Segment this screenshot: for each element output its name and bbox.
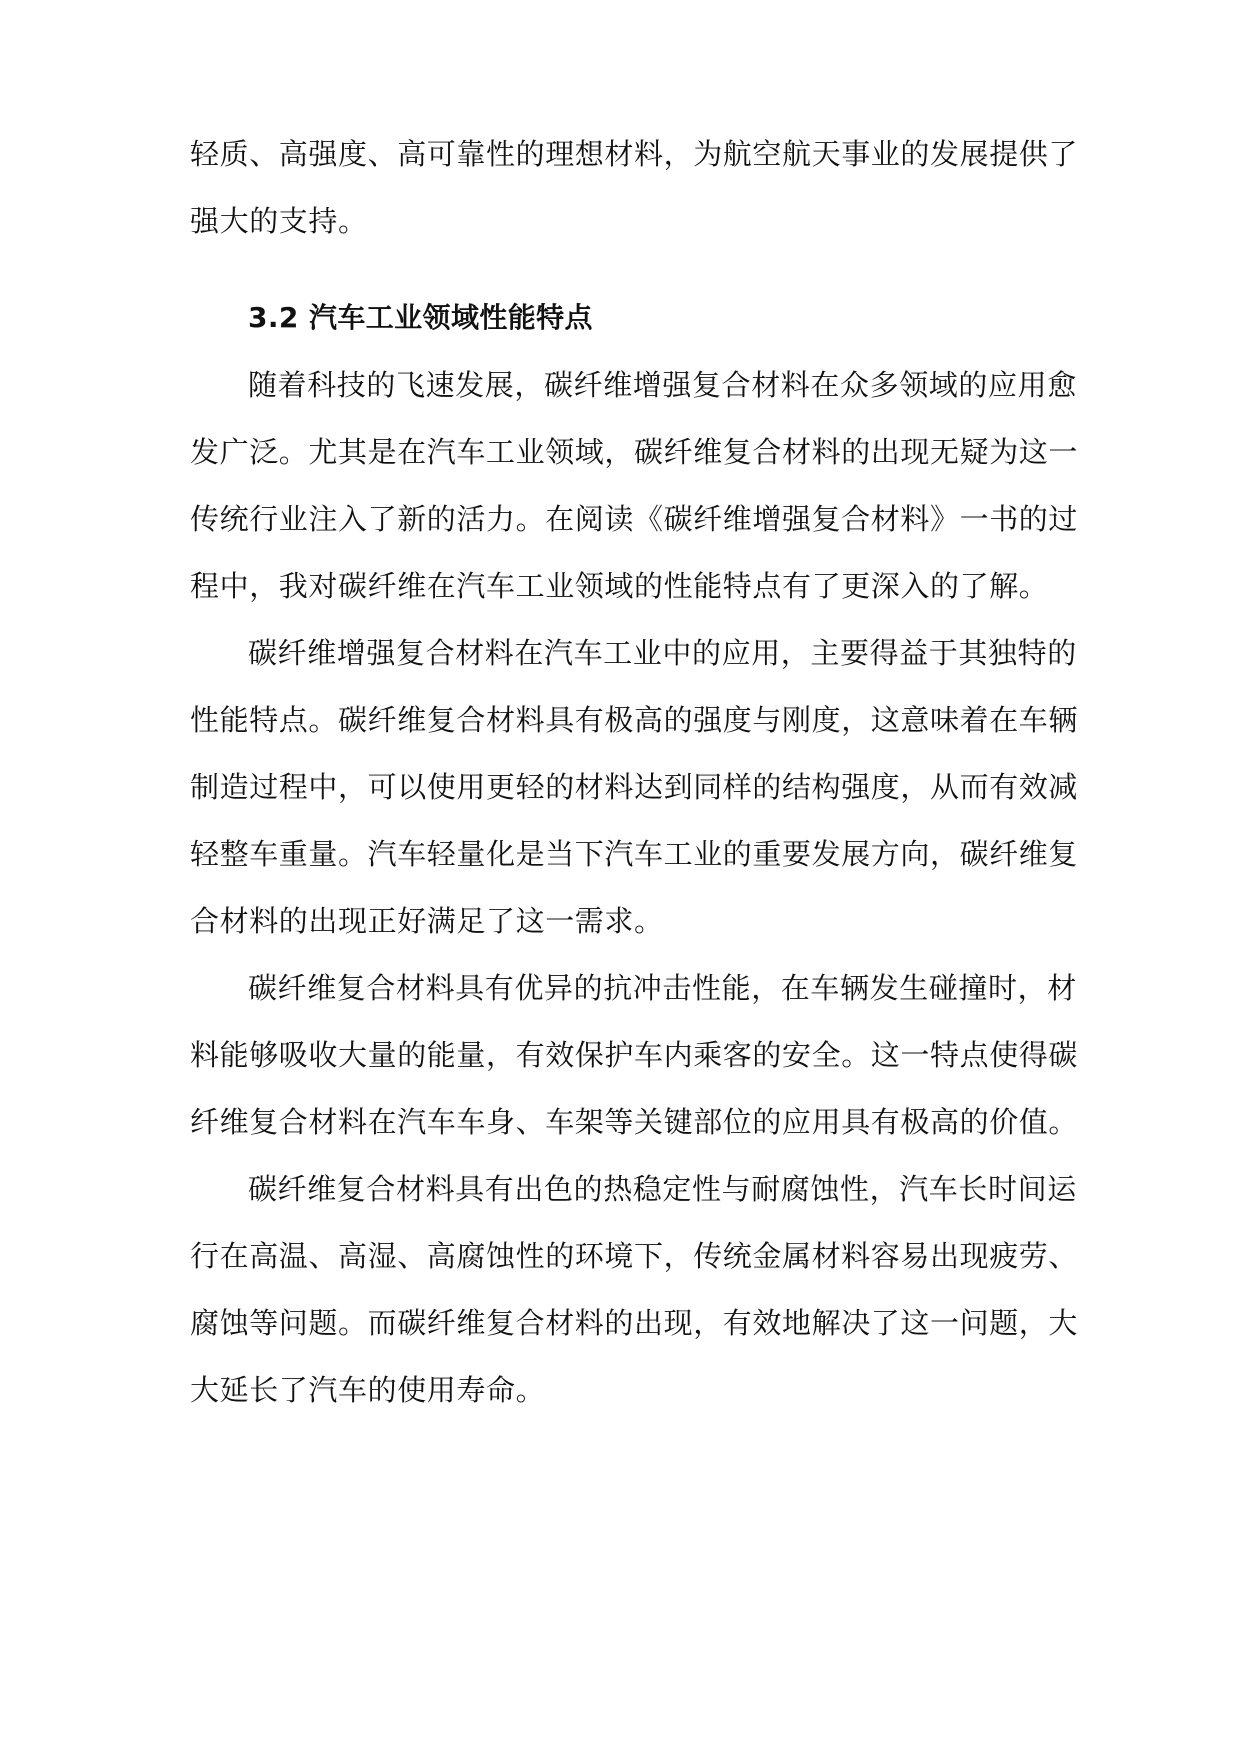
paragraph-line: 腐蚀等问题。而碳纤维复合材料的出现，有效地解决了这一问题，大 [190, 1306, 1079, 1340]
body-text-line: 轻质、高强度、高可靠性的理想材料，为航空航天事业的发展提供了 [190, 137, 1079, 171]
paragraph-line: 行在高温、高湿、高腐蚀性的环境下，传统金属材料容易出现疲劳、 [190, 1239, 1079, 1273]
paragraph-line: 发广泛。尤其是在汽车工业领域，碳纤维复合材料的出现无疑为这一 [190, 435, 1079, 469]
paragraph-line: 合材料的出现正好满足了这一需求。 [190, 904, 664, 938]
paragraph-line: 碳纤维增强复合材料在汽车工业中的应用，主要得益于其独特的 [248, 636, 1077, 670]
paragraph-line: 程中，我对碳纤维在汽车工业领域的性能特点有了更深入的了解。 [190, 569, 1049, 603]
paragraph-line: 随着科技的飞速发展，碳纤维增强复合材料在众多领域的应用愈 [248, 368, 1077, 402]
paragraph-line: 传统行业注入了新的活力。在阅读《碳纤维增强复合材料》一书的过 [190, 502, 1079, 536]
paragraph-line: 制造过程中，可以使用更轻的材料达到同样的结构强度，从而有效减 [190, 770, 1079, 804]
paragraph-line: 纤维复合材料在汽车车身、车架等关键部位的应用具有极高的价值。 [190, 1105, 1079, 1139]
section-heading: 3.2 汽车工业领域性能特点 [248, 301, 593, 334]
paragraph-line: 性能特点。碳纤维复合材料具有极高的强度与刚度，这意味着在车辆 [190, 703, 1079, 737]
paragraph-line: 料能够吸收大量的能量，有效保护车内乘客的安全。这一特点使得碳 [190, 1038, 1079, 1072]
body-text-line: 强大的支持。 [190, 204, 368, 238]
paragraph-line: 碳纤维复合材料具有出色的热稳定性与耐腐蚀性，汽车长时间运 [248, 1172, 1077, 1206]
paragraph-line: 大延长了汽车的使用寿命。 [190, 1373, 546, 1407]
paragraph-line: 轻整车重量。汽车轻量化是当下汽车工业的重要发展方向，碳纤维复 [190, 837, 1079, 871]
paragraph-line: 碳纤维复合材料具有优异的抗冲击性能，在车辆发生碰撞时，材 [248, 971, 1077, 1005]
